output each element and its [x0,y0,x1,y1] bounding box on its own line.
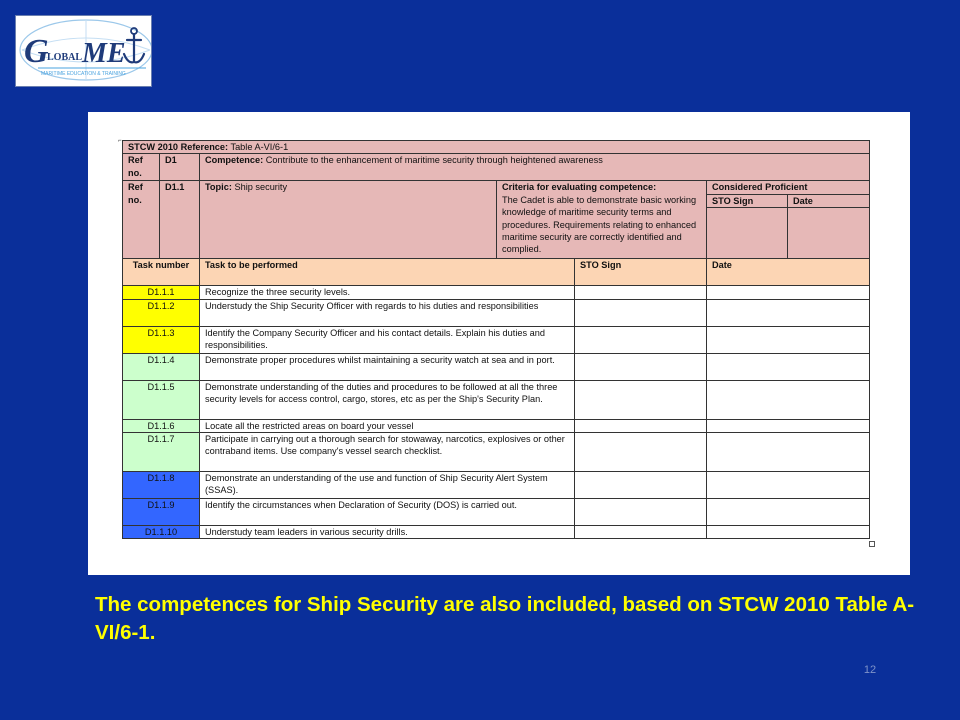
task-date-field [707,472,870,499]
proficient-sto-sign-label: STO Sign [707,194,788,207]
task-number: D1.1.5 [123,380,200,419]
task-description: Recognize the three security levels. [200,286,575,299]
task-description: Demonstrate an understanding of the use and function of Ship Security Alert System (SSAS). [200,472,575,499]
task-description: Understudy team leaders in various security drills. [200,526,575,539]
criteria-cell [497,181,707,259]
proficient-sto-sign-field [707,208,788,259]
task-date-field [707,419,870,432]
task-description: Demonstrate understanding of the duties and procedures to be followed at all the three security levels for access control, cargo, stores, etc as per the Ship's Security Plan. [200,380,575,419]
ref-no-label-2: Ref no. [123,181,160,259]
task-row [123,299,870,326]
topic-value: Ship security [234,182,288,193]
task-row [123,472,870,499]
task-sto-sign-field [575,526,707,539]
task-sto-sign-field [575,380,707,419]
document-image [88,112,910,575]
task-date-field [707,286,870,299]
task-number: D1.1.2 [123,299,200,326]
task-date-field [707,380,870,419]
svg-text:ME: ME [82,38,126,69]
criteria-label: Criteria for evaluating competence: [502,182,657,193]
svg-text:G: G [24,33,49,70]
task-row [123,433,870,472]
task-date-field [707,299,870,326]
task-description: Understudy the Ship Security Officer with regards to his duties and responsibilities [200,299,575,326]
task-row [123,419,870,432]
task-date-field [707,353,870,380]
proficient-date-label: Date [788,194,870,207]
global-met-logo [15,15,152,87]
competence-label: Competence: [205,155,264,166]
task-row [123,286,870,299]
task-number: D1.1.3 [123,326,200,353]
ref-no-label-1: Ref no. [123,154,160,181]
criteria-text: The Cadet is able to demonstrate basic working knowledge of maritime security terms and procedures. Requirements relating to enhanced maritime security are correctly identified and complied. [502,194,697,255]
task-description: Locate all the restricted areas on board your vessel [200,419,575,432]
task-row [123,526,870,539]
task-sto-sign-field [575,286,707,299]
task-description: Identify the Company Security Officer and his contact details. Explain his duties and responsibilities. [200,326,575,353]
stcw-reference-label: STCW 2010 Reference: [128,142,229,152]
topic-label: Topic: [205,182,232,193]
competence-cell [200,154,870,181]
proficient-date-field [788,208,870,259]
resize-corner-marker [869,541,875,547]
topic-cell [200,181,497,259]
task-date-field [707,526,870,539]
task-row [123,353,870,380]
topic-code: D1.1 [160,181,200,259]
sto-sign-header: STO Sign [575,259,707,286]
task-number: D1.1.6 [123,419,200,432]
svg-text:LOBAL: LOBAL [47,52,83,63]
task-date-field [707,499,870,526]
task-date-field [707,433,870,472]
task-description: Identify the circumstances when Declaration of Security (DOS) is carried out. [200,499,575,526]
task-sto-sign-field [575,472,707,499]
task-number: D1.1.1 [123,286,200,299]
logo-tagline: MARITIME EDUCATION & TRAINING [41,71,126,77]
competence-value: Contribute to the enhancement of maritime security through heightened awareness [265,155,603,166]
competence-code: D1 [160,154,200,181]
task-description: Participate in carrying out a thorough search for stowaway, narcotics, explosives or other contraband items. Use company's vessel search checklist. [200,433,575,472]
task-sto-sign-field [575,326,707,353]
task-row [123,326,870,353]
competence-table [122,140,870,539]
task-number: D1.1.7 [123,433,200,472]
task-sto-sign-field [575,299,707,326]
task-number: D1.1.10 [123,526,200,539]
task-sto-sign-field [575,419,707,432]
task-rows [123,286,870,539]
task-description: Demonstrate proper procedures whilst maintaining a security watch at sea and in port. [200,353,575,380]
task-date-field [707,326,870,353]
considered-proficient-label: Considered Proficient [707,181,870,194]
task-number-header: Task number [123,259,200,286]
task-sto-sign-field [575,499,707,526]
anchor-marker: ⌐ [118,138,122,144]
task-to-perform-header: Task to be performed [200,259,575,286]
stcw-reference-value: Table A-VI/6-1 [230,142,289,152]
slide-caption: The competences for Ship Security are also included, based on STCW 2010 Table A-VI/6-1. [95,593,915,644]
task-row [123,499,870,526]
task-number: D1.1.8 [123,472,200,499]
task-number: D1.1.9 [123,499,200,526]
task-row [123,380,870,419]
date-header: Date [707,259,870,286]
task-sto-sign-field [575,353,707,380]
slide-page-number: 12 [863,664,877,676]
stcw-reference-row [123,141,870,154]
task-sto-sign-field [575,433,707,472]
task-number: D1.1.4 [123,353,200,380]
